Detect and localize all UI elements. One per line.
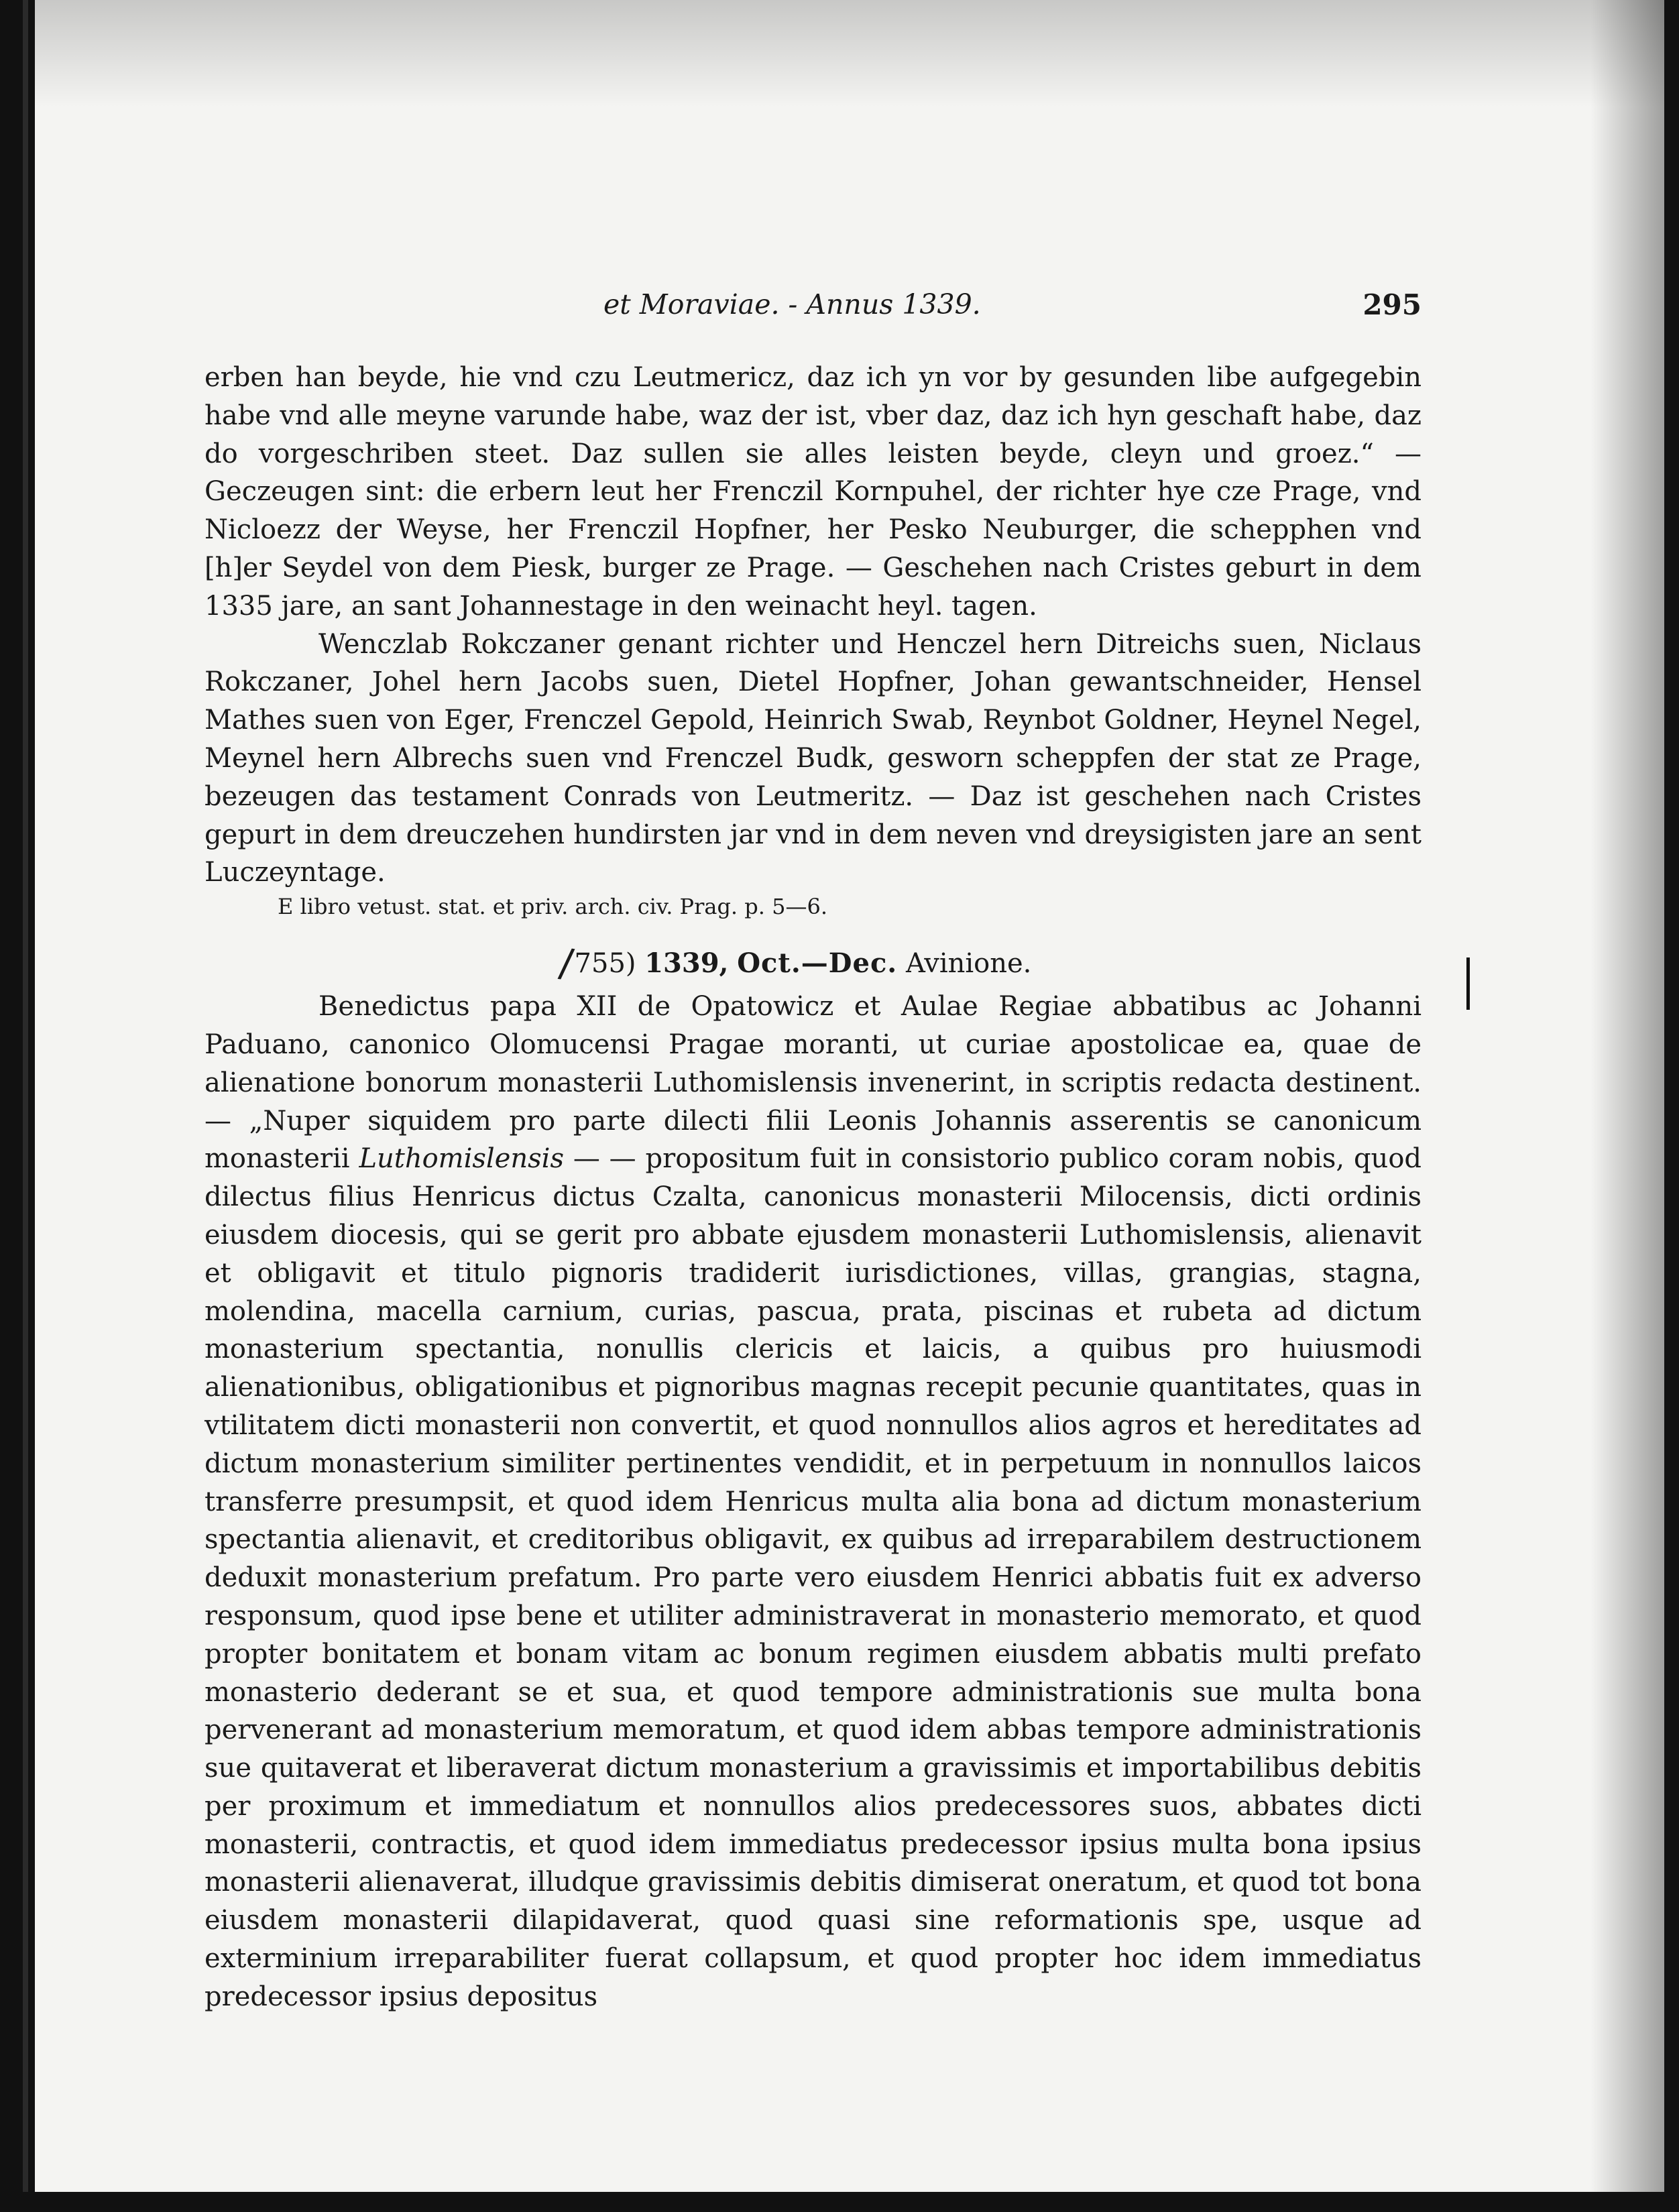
body-text xyxy=(205,359,1422,2016)
margin-pencil-mark xyxy=(1466,957,1470,1010)
document-months: Oct.—Dec. xyxy=(737,947,898,980)
document-number: 755) xyxy=(574,948,636,980)
italic-place-name: Luthomislensis xyxy=(359,1143,565,1175)
document-place: Avinione. xyxy=(905,948,1032,980)
scan-edge-bottom xyxy=(0,2192,1679,2212)
scan-shadow-top xyxy=(35,0,1664,107)
paragraph-document-755 xyxy=(205,988,1422,2016)
scan-shadow-right xyxy=(1590,0,1664,2212)
document-year: 1339, xyxy=(644,947,729,980)
scan-edge-left-line xyxy=(23,0,28,2212)
page-number: 295 xyxy=(1363,288,1422,321)
source-note: E libro vetust. stat. et priv. arch. civ. Prag. p. 5—6. xyxy=(278,894,827,920)
handwritten-bracket-mark: / xyxy=(557,939,577,987)
paragraph-witnesses: Wenczlab Rokczaner genant richter und Henczel hern Ditreichs suen, Niclaus Rokczaner, Johel hern Jacobs suen, Dietel Hopfner, Johan gewantschneider, Hensel Mathes suen von Eger, Frenczel Gepold, Heinrich Swab, Reynbot Goldner, Heynel Negel, Meynel hern Albrechs suen vnd Frenczel Budk, gesworn scheppfen der stat ze Prage, bezeugen das testament Conrads von Leutmeritz. — Daz ist geschehen nach Cristes gepurt in dem dreuczehen hundirsten jar vnd in dem neven vnd dreysigisten jare an sent Luczeyntage. xyxy=(205,628,1422,888)
paragraph-document-755-part2: — — propositum fuit in consistorio publico coram nobis, quod dilectus filius Henricus dictus Czalta, canonicus monasterii Milocensis, dicti ordinis eiusdem diocesis, qui se gerit pro abbate ejusdem monasterii Luthomislensis, alienavit et obligavit et titulo pignoris tradiderit iurisdictiones, villas, grangias, stagna, molendina, macella carnium, curias, pascua, prata, piscinas et rubeta ad dictum monasterium spectantia, nonullis clericis et laicis, a quibus pro huiusmodi alienationibus, obligationibus et pignoribus magnas recepit pecunie quantitates, quas in vtilitatem dicti monasterii non convertit, et quod nonnullos alios agros et hereditates ad dictum monasterium similiter pertinentes vendidit, et in perpetuum in nonnullos laicos transferre presumpsit, et quod idem Henricus multa alia bona ad dictum monasterium spectantia alienavit, et creditoribus obligavit, ex quibus ad irreparabilem destructionem deduxit monasterium prefatum. Pro parte vero eiusdem Henrici abbatis fuit ex adverso responsum, quod ipse bene et utiliter administraverat in monasterio memorato, et quod propter bonitatem et bonam vitam ac bonum regimen eiusdem abbatis multi prefato monasterio dederant se et sua, et quod tempore administrationis sue multa bona pervenerant ad monasterium memoratum, et quod idem abbas tempore administrationis sue quitaverat et liberaverat dictum monasterium a gravissimis et importabilibus debitis per proximum et immediatum et nonnullos alios predecessores suos, abbates dicti monasterii, contractis, et quod idem immediatus predecessor ipsius multa bona ipsius monasterii alienaverat, illudque gravissimis debitis dimiserat oneratum, et quod tot bona eiusdem monasterii dilapidaverat, quod quasi sine reformationis spe, usque ad exterminium irreparabiliter fuerat collapsum, et quod propter hoc idem immediatus predecessor ipsius depositus xyxy=(205,1143,1422,2012)
running-head xyxy=(205,288,1422,329)
paragraph-continued: erben han beyde, hie vnd czu Leutmericz, daz ich yn vor by gesunden libe aufgegebin habe vnd alle meyne varunde habe, waz der ist, vber daz, daz ich hyn geschaft habe, daz do vorgeschriben steet. Daz sullen sie alles leisten beyde, cleyn und groez.“ — Geczeugen sint: die erbern leut her Frenczil Kornpuhel, der richter hye cze Prage, vnd Nicloezz der Weyse, her Frenczil Hopfner, her Pesko Neuburger, die schepphen vnd [h]er Seydel von dem Piesk, burger ze Prage. — Geschehen nach Cristes geburt in dem 1335 jare, an sant Johannestage in den weinacht heyl. tagen. xyxy=(205,362,1422,622)
running-title: et Moraviae. - Annus 1339. xyxy=(603,288,981,321)
paragraph-document-755-part1: Benedictus papa XII de Opatowicz et Aulae Regiae abbatibus ac Johanni Paduano, canonico Olomucensi Pragae moranti, ut curiae apostolicae ea, quae de alienatione bonorum monasterii Luthomislensis invenerint, in scriptis redacta destinent. — „Nuper siquidem pro parte dilecti filii Leonis Johannis asserentis se canonicum monasterii xyxy=(205,991,1422,1175)
scan-edge-left xyxy=(0,0,35,2212)
document-heading xyxy=(205,939,1422,987)
scan-edge-right xyxy=(1664,0,1679,2212)
